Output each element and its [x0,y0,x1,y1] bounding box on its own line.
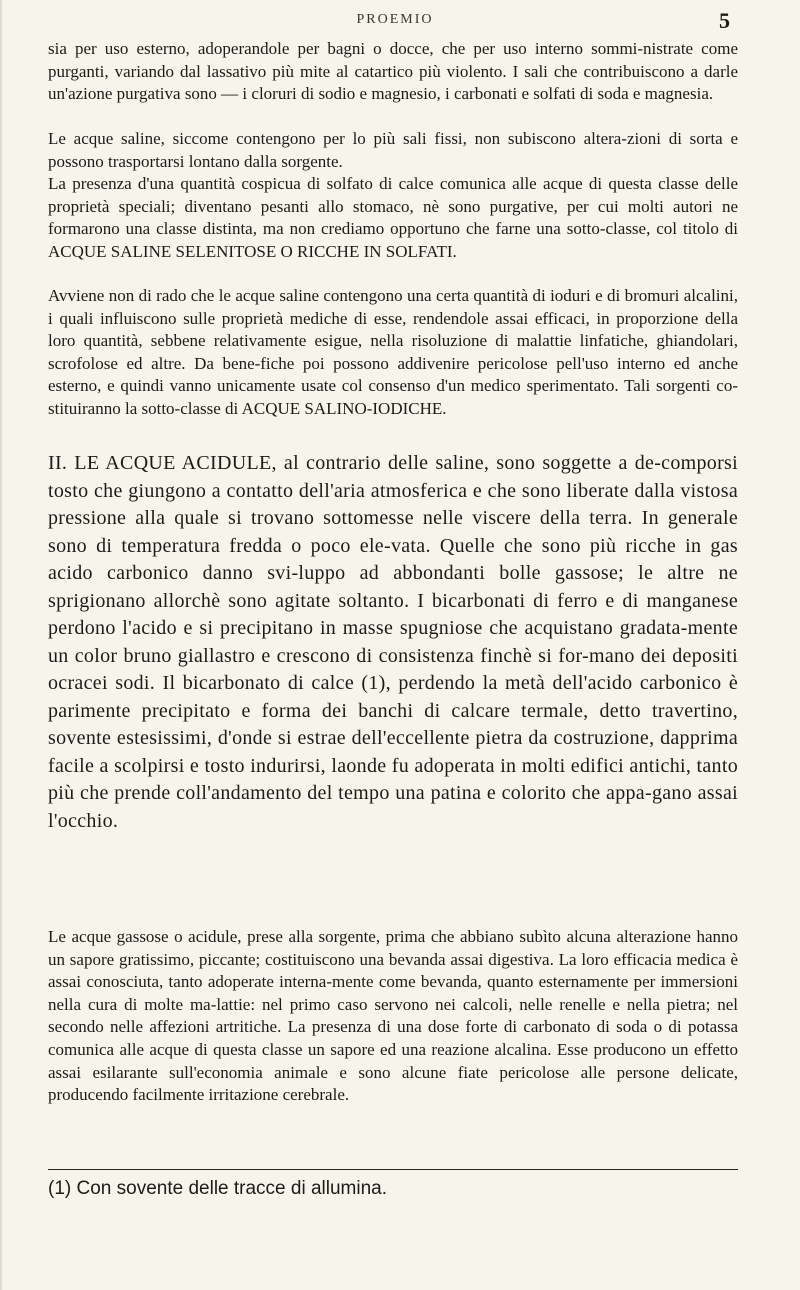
page-edge-shadow [0,0,3,1290]
paragraph-5-acque-acidule: II. LE ACQUE ACIDULE, al contrario delle saline, sono soggette a de-comporsi tosto che giungono a contatto dell'aria atmosferica e che sono liberate dalla vistosa pressione alla quale si trovano sottomesse nelle viscere della terra. In generale sono di temperatura fredda o poco ele-vata. Quelle che sono più ricche in gas acido carbonico danno svi-luppo ad abbondanti bolle gassose; le altre ne sprigionano allorchè sono agitate soltanto. I bicarbonati di ferro e di manganese perdono l'acido e si precipitano in masse spugniose che acquistano gradata-mente un color bruno giallastro e crescono di consistenza finchè si for-mano dei depositi ocracei sodi. Il bicarbonato di calce (1), perdendo la metà dell'acido carbonico è parimente precipitato e forma dei banchi di calcare termale, detto travertino, sovente estesissimi, d'onde si estrae dell'eccellente pietra da costruzione, dapprima facile a scolpirsi e tosto indurirsi, laonde fu adoperata in molti edifici antichi, tanto più che prende coll'andamento del tempo una patina e colorito che appa-gano assai l'occhio. [48,452,738,832]
footnote: (1) Con sovente delle tracce di allumina. [48,1178,388,1199]
page-header [60,8,730,38]
paragraph-3: La presenza d'una quantità cospicua di solfato di calce comunica alle acque di questa classe delle proprietà speciali; diventano pesanti allo stomaco, nè sono purgative, per cui molti autori ne formarono una classe distinta, ma non crediamo opportuno che farne una sotto-classe, col titolo di ACQUE SALINE SELENITOSE O RICCHE IN SOLFATI. [48,174,738,261]
paragraph-1: sia per uso esterno, adoperandole per bagni o docce, che per uso interno sommi-nistrate come purganti, variando dal lassativo più mite al catartico più violento. I sali che contribuiscono a darle un'azione purgativa sono — i cloruri di sodio e magnesio, i carbonati e solfati di soda e magnesia. [48,39,738,104]
running-title: PROEMIO [356,12,434,27]
paragraph-6: Le acque gassose o acidule, prese alla sorgente, prima che abbiano subìto alcuna alterazione hanno un sapore gratissimo, piccante; costituiscono una bevanda assai digestiva. La loro efficacia medica è assai conosciuta, tanto adoperate interna-mente come bevanda, quanto esternamente per immersioni nella cura di molte ma-lattie: nel primo caso servono nei calcoli, nelle renelle e nella pietra; nel secondo nelle affezioni artritiche. La presenza di una dose forte di carbonato di soda o di potassa comunica alle acque di questa classe un sapore ed una reazione alcalina. Esse producono un effetto assai esilarante sull'economia animale e sono alcune fiate pericolose alle persone delicate, producendo facilmente irritazione cerebrale. [48,927,738,1105]
paragraph-2: Le acque saline, siccome contengono per lo più sali fissi, non subiscono altera-zioni di sorta e possono trasportarsi lontano dalla sorgente. [48,129,738,171]
footnote-divider [48,1169,738,1170]
page-number: 5 [719,8,730,33]
paragraph-4: Avviene non di rado che le acque saline contengono una certa quantità di ioduri e di bromuri alcalini, i quali influiscono sulle proprietà mediche di esse, rendendole assai efficaci, in proporzione della loro quantità, sebbene relativamente esigue, nella risoluzione di malattie linfatiche, ghiandolari, scrofolose ed altre. Da bene-fiche poi possono addivenire pericolose pell'uso interno ed anche esterno, e quindi vanno unicamente usate col consenso d'un medico sperimentato. Tali sorgenti co-stituiranno la sotto-classe di ACQUE SALINO-IODICHE. [48,286,738,418]
